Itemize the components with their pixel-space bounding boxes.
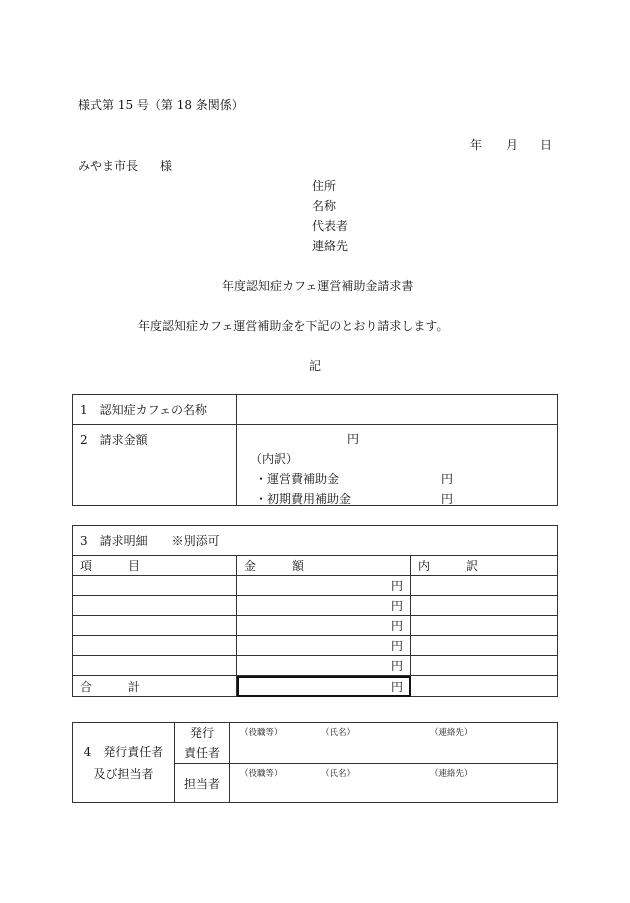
staff-name-label: （氏名） xyxy=(321,769,356,779)
issuer-name-label: （氏名） xyxy=(321,728,356,738)
amount-cell[interactable]: 円 xyxy=(237,616,411,636)
breakdown-cell[interactable] xyxy=(411,656,558,676)
breakdown-title: （内訳） xyxy=(250,452,299,466)
applicant-contact-label: 連絡先 xyxy=(312,239,349,253)
initial-cost-subsidy-yen: 円 xyxy=(441,492,454,506)
item-cell[interactable] xyxy=(73,576,237,596)
issuer-info-field[interactable] xyxy=(230,723,558,764)
total-breakdown-cell[interactable] xyxy=(411,676,558,697)
document-title: 年度認知症カフェ運営補助金請求書 xyxy=(222,279,414,293)
table-row xyxy=(73,656,558,676)
claim-amount-label: 2 請求金額 xyxy=(73,425,237,506)
total-label: 合 計 xyxy=(73,676,237,697)
amount-cell[interactable]: 円 xyxy=(237,596,411,616)
staff-info-field[interactable] xyxy=(230,764,558,803)
staff-position-label: （役職等） xyxy=(240,769,283,779)
operating-subsidy-label: ・運営費補助金 xyxy=(255,472,340,486)
issuer-position-label: （役職等） xyxy=(240,728,283,738)
date-year: 年 xyxy=(470,138,483,152)
form-number: 様式第 15 号（第 18 条関係） xyxy=(78,98,244,112)
ki-heading: 記 xyxy=(309,359,322,373)
issuer-contact-label: （連絡先） xyxy=(430,728,473,738)
item-cell[interactable] xyxy=(73,656,237,676)
issuer-label xyxy=(175,723,230,764)
table-row xyxy=(73,616,558,636)
amount-cell[interactable]: 円 xyxy=(237,576,411,596)
table-row xyxy=(73,596,558,616)
staff-label: 担当者 xyxy=(175,764,230,803)
date-day: 日 xyxy=(540,138,553,152)
header-breakdown: 内 訳 xyxy=(411,556,558,576)
breakdown-cell[interactable] xyxy=(411,616,558,636)
staff-contact-label: （連絡先） xyxy=(430,769,473,779)
operating-subsidy-yen: 円 xyxy=(441,472,454,486)
table-row xyxy=(73,576,558,596)
cafe-name-label: 1 認知症カフェの名称 xyxy=(73,395,237,425)
issuer-label-line1: 発行 xyxy=(189,726,214,740)
table-row xyxy=(73,636,558,656)
header-item: 項 目 xyxy=(73,556,237,576)
amount-cell[interactable]: 円 xyxy=(237,636,411,656)
item-cell[interactable] xyxy=(73,616,237,636)
date-month: 月 xyxy=(506,138,519,152)
total-amount-cell[interactable]: 円 xyxy=(237,676,411,697)
breakdown-cell[interactable] xyxy=(411,596,558,616)
cafe-name-field[interactable] xyxy=(237,395,558,425)
amount-cell[interactable]: 円 xyxy=(237,656,411,676)
applicant-representative-label: 代表者 xyxy=(312,219,349,233)
header-amount: 金 額 xyxy=(237,556,411,576)
section4-table xyxy=(72,722,558,803)
applicant-address-label: 住所 xyxy=(312,179,337,193)
section3-title: 3 請求明細 ※別添可 xyxy=(73,526,558,556)
breakdown-cell[interactable] xyxy=(411,576,558,596)
breakdown-cell[interactable] xyxy=(411,636,558,656)
section1-table xyxy=(72,394,558,506)
addressee-honorific: 様 xyxy=(160,159,173,173)
initial-cost-subsidy-label: ・初期費用補助金 xyxy=(255,492,352,506)
item-cell[interactable] xyxy=(73,636,237,656)
item-cell[interactable] xyxy=(73,596,237,616)
issuer-staff-label-line2: 及び担当者 xyxy=(93,767,154,781)
addressee-name: みやま市長 xyxy=(78,159,139,173)
request-statement: 年度認知症カフェ運営補助金を下記のとおり請求します。 xyxy=(138,319,449,333)
issuer-staff-label-line1: 4 発行責任者 xyxy=(83,745,164,759)
issuer-label-line2: 責任者 xyxy=(183,746,220,760)
claim-amount-field[interactable] xyxy=(237,425,558,506)
section3-table xyxy=(72,525,558,697)
applicant-name-label: 名称 xyxy=(312,199,337,213)
claim-amount-yen: 円 xyxy=(347,432,360,446)
issuer-staff-label xyxy=(73,723,175,803)
